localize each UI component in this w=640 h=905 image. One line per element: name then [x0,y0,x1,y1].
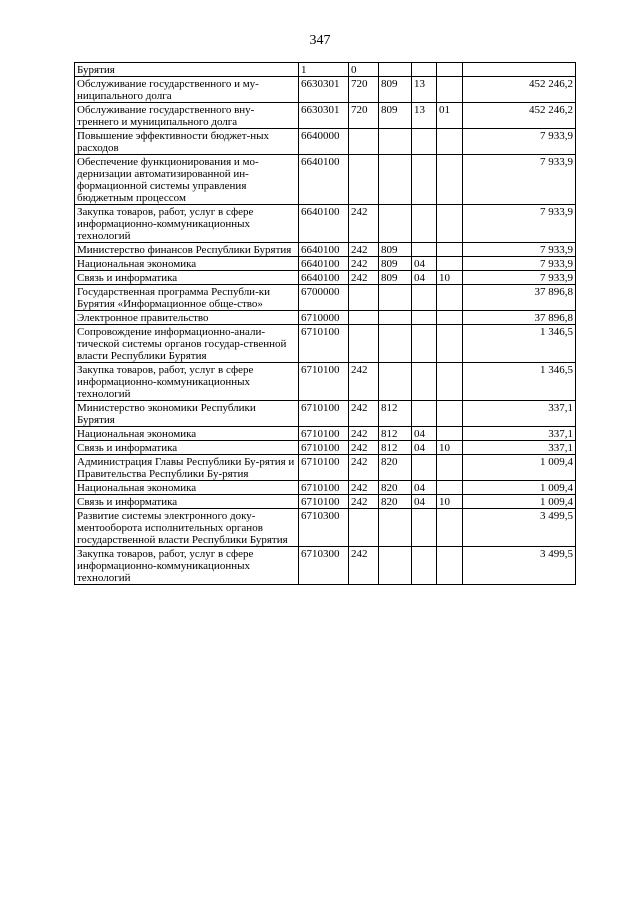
table-row [75,401,576,427]
row-name: Администрация Главы Республики Бу-рятия и Правительства Республики Бу-рятия [75,455,299,481]
csr-code: 6710100 [299,495,349,509]
row-name: Национальная экономика [75,481,299,495]
section-code [412,509,437,547]
amount: 337,1 [463,441,576,455]
amount: 1 009,4 [463,455,576,481]
ministry-code [379,363,412,401]
subsection-code [437,325,463,363]
amount: 3 499,5 [463,547,576,585]
csr-code: 6710100 [299,363,349,401]
amount: 1 009,4 [463,495,576,509]
expense-type: 242 [349,257,379,271]
row-name: Обеспечение функционирования и мо-дернизации автоматизированной ин-формационной системы управления бюджетным процессом [75,155,299,205]
csr-code: 6640100 [299,205,349,243]
csr-code: 1 [299,63,349,77]
ministry-code: 820 [379,455,412,481]
table-row [75,325,576,363]
ministry-code: 809 [379,257,412,271]
row-name: Национальная экономика [75,257,299,271]
expense-type: 0 [349,63,379,77]
budget-table [74,62,576,585]
expense-type: 242 [349,441,379,455]
section-code [412,155,437,205]
row-name: Развитие системы электронного доку-ментооборота исполнительных органов государственной власти Республики Бурятия [75,509,299,547]
ministry-code [379,509,412,547]
row-name: Повышение эффективности бюджет-ных расходов [75,129,299,155]
expense-type: 242 [349,547,379,585]
subsection-code [437,63,463,77]
subsection-code: 10 [437,441,463,455]
expense-type: 242 [349,427,379,441]
csr-code: 6640100 [299,155,349,205]
table-row [75,495,576,509]
expense-type [349,129,379,155]
table-row [75,481,576,495]
amount: 37 896,8 [463,311,576,325]
amount: 3 499,5 [463,509,576,547]
expense-type [349,311,379,325]
amount: 1 346,5 [463,325,576,363]
section-code [412,363,437,401]
row-name: Связь и информатика [75,441,299,455]
subsection-code [437,285,463,311]
subsection-code: 01 [437,103,463,129]
subsection-code [437,205,463,243]
ministry-code: 809 [379,103,412,129]
csr-code: 6640000 [299,129,349,155]
table-row [75,271,576,285]
csr-code: 6630301 [299,103,349,129]
amount: 452 246,2 [463,77,576,103]
section-code: 04 [412,427,437,441]
table-row [75,311,576,325]
amount: 7 933,9 [463,129,576,155]
expense-type [349,325,379,363]
csr-code: 6710100 [299,427,349,441]
subsection-code [437,547,463,585]
csr-code: 6710000 [299,311,349,325]
row-name: Закупка товаров, работ, услуг в сфере информационно-коммуникационных технологий [75,205,299,243]
subsection-code [437,427,463,441]
csr-code: 6710100 [299,401,349,427]
amount: 1 009,4 [463,481,576,495]
row-name: Министерство финансов Республики Бурятия [75,243,299,257]
table-row [75,455,576,481]
csr-code: 6710100 [299,455,349,481]
ministry-code [379,129,412,155]
expense-type: 242 [349,363,379,401]
subsection-code [437,363,463,401]
subsection-code [437,243,463,257]
subsection-code [437,481,463,495]
amount: 7 933,9 [463,155,576,205]
amount [463,63,576,77]
subsection-code [437,77,463,103]
table-row [75,155,576,205]
row-name: Министерство экономики Республики Бурятия [75,401,299,427]
ministry-code: 812 [379,441,412,455]
row-name: Электронное правительство [75,311,299,325]
subsection-code [437,129,463,155]
row-name: Обслуживание государственного и му-ниципального долга [75,77,299,103]
subsection-code [437,509,463,547]
subsection-code [437,311,463,325]
table-row [75,257,576,271]
section-code [412,401,437,427]
amount: 452 246,2 [463,103,576,129]
amount: 37 896,8 [463,285,576,311]
ministry-code: 820 [379,481,412,495]
csr-code: 6630301 [299,77,349,103]
table-row [75,363,576,401]
ministry-code: 809 [379,77,412,103]
amount: 7 933,9 [463,243,576,257]
table-row [75,427,576,441]
ministry-code: 809 [379,271,412,285]
expense-type [349,285,379,311]
ministry-code [379,155,412,205]
section-code: 04 [412,481,437,495]
row-name: Государственная программа Республи-ки Бурятия «Информационное обще-ство» [75,285,299,311]
table-row [75,285,576,311]
subsection-code [437,257,463,271]
expense-type: 242 [349,495,379,509]
ministry-code: 809 [379,243,412,257]
ministry-code [379,205,412,243]
ministry-code [379,325,412,363]
table-row [75,63,576,77]
row-name: Обслуживание государственного вну-треннего и муниципального долга [75,103,299,129]
section-code [412,285,437,311]
subsection-code: 10 [437,271,463,285]
section-code: 04 [412,495,437,509]
section-code [412,243,437,257]
table-row [75,243,576,257]
section-code [412,63,437,77]
csr-code: 6710100 [299,325,349,363]
amount: 1 346,5 [463,363,576,401]
ministry-code: 812 [379,427,412,441]
expense-type [349,509,379,547]
section-code [412,311,437,325]
expense-type: 720 [349,77,379,103]
section-code [412,547,437,585]
expense-type: 242 [349,481,379,495]
section-code: 04 [412,257,437,271]
expense-type: 242 [349,243,379,257]
ministry-code [379,285,412,311]
section-code [412,205,437,243]
subsection-code [437,401,463,427]
subsection-code: 10 [437,495,463,509]
row-name: Закупка товаров, работ, услуг в сфере информационно-коммуникационных технологий [75,363,299,401]
table-row [75,441,576,455]
csr-code: 6710300 [299,547,349,585]
csr-code: 6640100 [299,257,349,271]
amount: 7 933,9 [463,271,576,285]
amount: 7 933,9 [463,257,576,271]
table-row [75,509,576,547]
expense-type: 720 [349,103,379,129]
table-row [75,547,576,585]
section-code: 13 [412,103,437,129]
ministry-code [379,63,412,77]
row-name: Сопровождение информационно-анали-тической системы органов государ-ственной власти Республики Бурятия [75,325,299,363]
ministry-code [379,547,412,585]
table-row [75,129,576,155]
csr-code: 6640100 [299,243,349,257]
page-number: 347 [309,33,331,48]
section-code: 13 [412,77,437,103]
csr-code: 6710300 [299,509,349,547]
subsection-code [437,455,463,481]
row-name: Национальная экономика [75,427,299,441]
section-code: 04 [412,441,437,455]
row-name: Связь и информатика [75,271,299,285]
row-name: Бурятия [75,63,299,77]
row-name: Закупка товаров, работ, услуг в сфере информационно-коммуникационных технологий [75,547,299,585]
section-code [412,129,437,155]
section-code: 04 [412,271,437,285]
section-code [412,325,437,363]
csr-code: 6710100 [299,481,349,495]
csr-code: 6700000 [299,285,349,311]
expense-type: 242 [349,401,379,427]
ministry-code: 812 [379,401,412,427]
ministry-code: 820 [379,495,412,509]
ministry-code [379,311,412,325]
section-code [412,455,437,481]
expense-type [349,155,379,205]
expense-type: 242 [349,271,379,285]
amount: 7 933,9 [463,205,576,243]
expense-type: 242 [349,455,379,481]
table-body [75,63,576,585]
table-row [75,103,576,129]
row-name: Связь и информатика [75,495,299,509]
csr-code: 6710100 [299,441,349,455]
subsection-code [437,155,463,205]
amount: 337,1 [463,427,576,441]
csr-code: 6640100 [299,271,349,285]
amount: 337,1 [463,401,576,427]
table-row [75,77,576,103]
expense-type: 242 [349,205,379,243]
table-row [75,205,576,243]
